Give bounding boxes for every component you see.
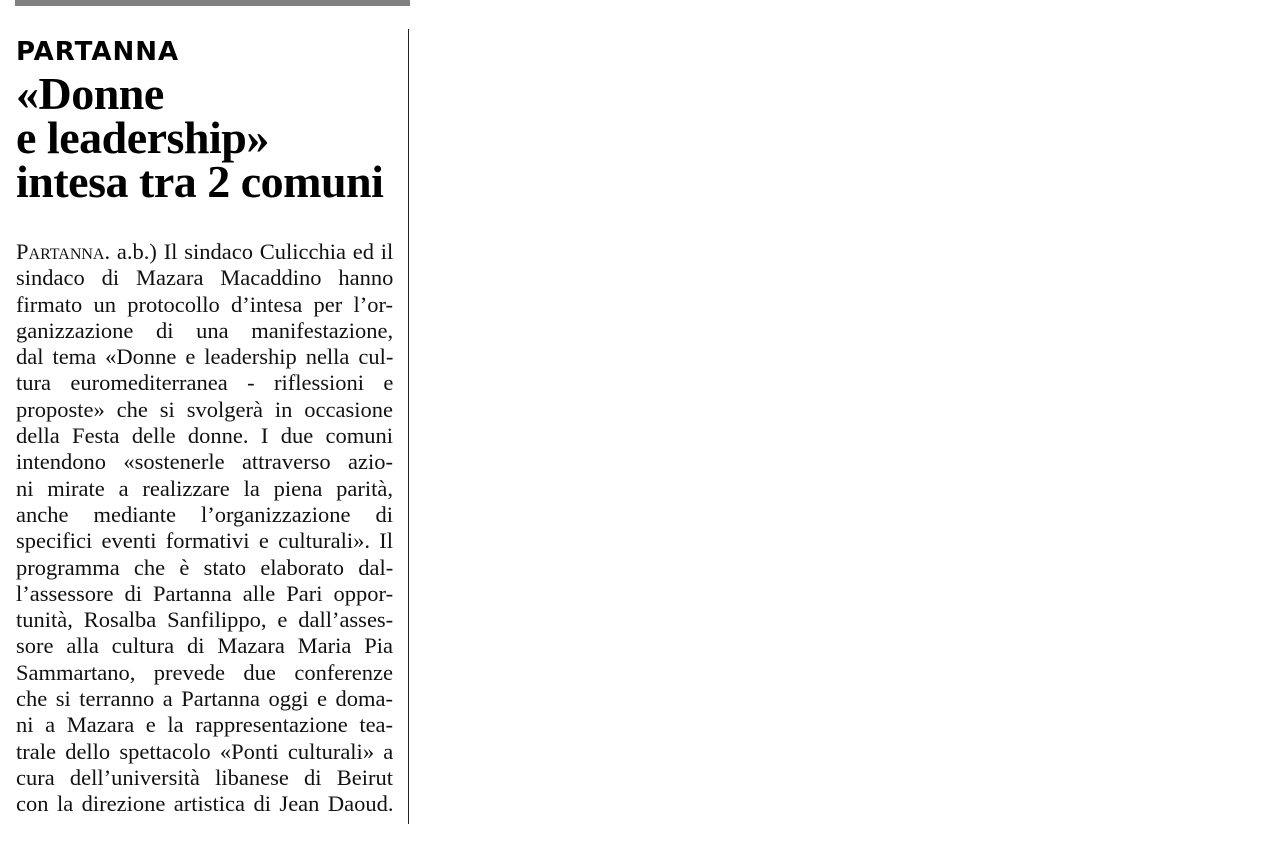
headline-line: e leadership»: [16, 112, 269, 163]
article-body: [16, 239, 393, 818]
body-line: specifici eventi formativi e culturali». Il: [16, 528, 393, 554]
body-line: ganizzazione di una manifestazione,: [16, 317, 393, 343]
body-line: l’assessore di Partanna alle Pari oppor-: [16, 580, 393, 606]
body-line: tunità, Rosalba Sanfilippo, e dall’asses-: [16, 607, 393, 633]
body-line: della Festa delle donne. I due comuni: [16, 423, 393, 449]
body-line: cura dell’università libanese di Beirut: [16, 764, 393, 790]
body-line: sindaco di Mazara Macaddino hanno: [16, 265, 393, 291]
body-line: trale dello spettacolo «Ponti culturali» a: [16, 738, 393, 764]
body-line: ni mirate a realizzare la piena parità,: [16, 475, 393, 501]
top-rule: [15, 0, 410, 6]
body-line: ni a Mazara e la rappresentazione tea-: [16, 712, 393, 738]
body-line: [16, 239, 393, 265]
article-headline: [16, 68, 393, 207]
body-line: che si terranno a Partanna oggi e doma-: [16, 686, 393, 712]
body-line: tura euromediterranea - riflessioni e: [16, 370, 393, 396]
article-kicker: PARTANNA: [16, 37, 180, 67]
body-line: intendono «sostenerle attraverso azio-: [16, 449, 393, 475]
body-line: firmato un protocollo d’intesa per l’or-: [16, 291, 393, 317]
body-line: dal tema «Donne e leadership nella cul-: [16, 344, 393, 370]
headline-line: intesa tra 2 comuni: [16, 156, 384, 207]
body-line: proposte» che si svolgerà in occasione: [16, 396, 393, 422]
body-line-text: a.b.) Il sindaco Culicchia ed il: [110, 239, 393, 264]
article: [16, 36, 393, 818]
body-line: anche mediante l’organizzazione di: [16, 501, 393, 527]
column-divider: [408, 29, 409, 824]
body-line: programma che è stato elaborato dal-: [16, 554, 393, 580]
dateline: Partanna.: [16, 239, 111, 264]
body-line: Sammartano, prevede due conferenze: [16, 659, 393, 685]
body-line: sore alla cultura di Mazara Maria Pia: [16, 633, 393, 659]
body-line: con la direzione artistica di Jean Daoud.: [16, 791, 393, 817]
headline-line: «Donne: [16, 68, 164, 119]
